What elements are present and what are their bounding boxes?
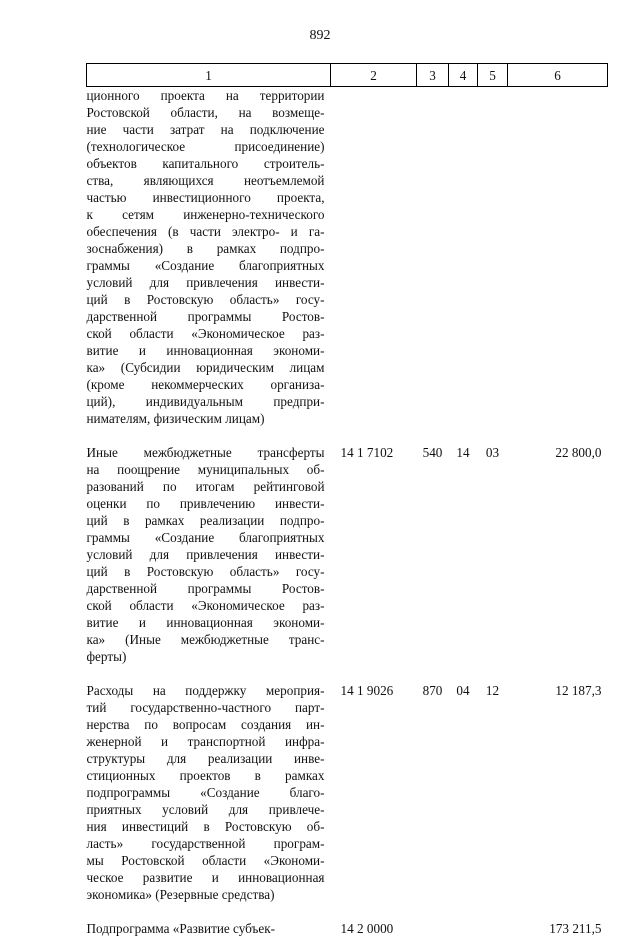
row-section	[449, 903, 478, 937]
description-line: к сетям инженерно-технического	[86, 207, 325, 222]
description-line: экономика» (Резервные средства)	[86, 887, 275, 902]
row-subsection	[478, 87, 508, 428]
row-subsection: 12	[485, 683, 500, 698]
table-row	[87, 427, 608, 665]
description-line: женерной и транспортной инфра-	[86, 734, 325, 749]
row-expense-type: 870	[422, 683, 443, 698]
description-line: ций в Ростовскую область» госу-	[86, 564, 325, 579]
row-description	[87, 665, 331, 903]
description-line: Иные межбюджетные трансферты	[86, 445, 325, 460]
description-line: ферты)	[86, 649, 127, 664]
description-line: частью инвестиционного проекта,	[86, 190, 325, 205]
description-line: дарственной программы Ростов-	[86, 309, 325, 324]
row-amount: 22 800,0	[555, 445, 602, 460]
description-line: ской области «Экономическое раз-	[86, 326, 325, 341]
row-amount: 173 211,5	[549, 921, 602, 936]
table-row	[87, 903, 608, 937]
description-line: витие и инновационная экономи-	[86, 343, 325, 358]
row-section: 14	[456, 445, 470, 460]
column-header-2: 2	[331, 64, 417, 87]
table-header-row	[87, 64, 608, 87]
description-line: нерства по вопросам создания ин-	[86, 717, 325, 732]
description-line: тий государственно-частного парт-	[86, 700, 325, 715]
row-target-code: 14 1 9026	[340, 683, 394, 698]
row-subsection: 03	[485, 445, 500, 460]
column-header-4: 4	[449, 64, 478, 87]
row-target-code: 14 2 0000	[340, 921, 394, 936]
description-line: разований по итогам рейтинговой	[86, 479, 325, 494]
description-line: ций в рамках реализации подпро-	[86, 513, 325, 528]
description-line: нимателям, физическим лицам)	[86, 411, 265, 426]
description-line: зоснабжения) в рамках подпро-	[86, 241, 325, 256]
row-amount	[508, 87, 608, 428]
description-line: ние части затрат на подключение	[86, 122, 325, 137]
budget-table	[86, 63, 608, 937]
column-header-3: 3	[417, 64, 449, 87]
description-line: мы Ростовской области «Экономи-	[86, 853, 325, 868]
description-line: Подпрограмма «Развитие субъек-	[86, 921, 275, 936]
row-target-code: 14 1 7102	[340, 445, 394, 460]
description-line: ций), индивидуальным предпри-	[86, 394, 325, 409]
row-amount: 12 187,3	[555, 683, 602, 698]
description-line: структуры для реализации инве-	[86, 751, 325, 766]
description-line: условий для привлечения инвести-	[86, 547, 325, 562]
table-row	[87, 665, 608, 903]
description-line: Ростовской области, на возмеще-	[86, 105, 325, 120]
description-line: ка» (Иные межбюджетные транс-	[86, 632, 325, 647]
column-header-1: 1	[87, 64, 331, 87]
description-line: (кроме некоммерческих организа-	[86, 377, 325, 392]
description-line: ционного проекта на территории	[86, 88, 325, 103]
description-line: обеспечения (в части электро- и га-	[86, 224, 325, 239]
row-expense-type	[417, 903, 449, 937]
description-line: ка» (Субсидии юридическим лицам	[86, 360, 325, 375]
column-header-6: 6	[508, 64, 608, 87]
description-line: оценки по привлечению инвести-	[86, 496, 325, 511]
description-line: (технологическое присоединение)	[86, 139, 325, 154]
row-description	[87, 427, 331, 665]
row-description	[87, 87, 331, 428]
description-line: подпрограммы «Создание благо-	[86, 785, 325, 800]
description-line: Расходы на поддержку мероприя-	[86, 683, 325, 698]
description-line: ской области «Экономическое раз-	[86, 598, 325, 613]
description-line: дарственной программы Ростов-	[86, 581, 325, 596]
description-line: ласть» государственной програм-	[86, 836, 325, 851]
description-line: объектов капитального строитель-	[86, 156, 325, 171]
description-line: ства, являющихся неотъемлемой	[86, 173, 325, 188]
row-expense-type	[417, 87, 449, 428]
row-section	[449, 87, 478, 428]
description-line: условий для привлечения инвести-	[86, 275, 325, 290]
description-line: граммы «Создание благоприятных	[86, 258, 325, 273]
row-target-code	[331, 87, 417, 428]
description-line: ций в Ростовскую область» госу-	[86, 292, 325, 307]
description-line: приятных условий для привлече-	[86, 802, 325, 817]
row-expense-type: 540	[422, 445, 443, 460]
table-row	[87, 87, 608, 428]
row-section: 04	[456, 683, 470, 698]
description-line: на поощрение муниципальных об-	[86, 462, 325, 477]
row-description	[87, 903, 331, 937]
description-line: витие и инновационная экономи-	[86, 615, 325, 630]
page-number: 892	[309, 28, 331, 43]
description-line: граммы «Создание благоприятных	[86, 530, 325, 545]
description-line: ческое развитие и инновационная	[86, 870, 325, 885]
row-subsection	[478, 903, 508, 937]
description-line: ния инвестиций в Ростовскую об-	[86, 819, 325, 834]
column-header-5: 5	[478, 64, 508, 87]
description-line: стиционных проектов в рамках	[86, 768, 325, 783]
